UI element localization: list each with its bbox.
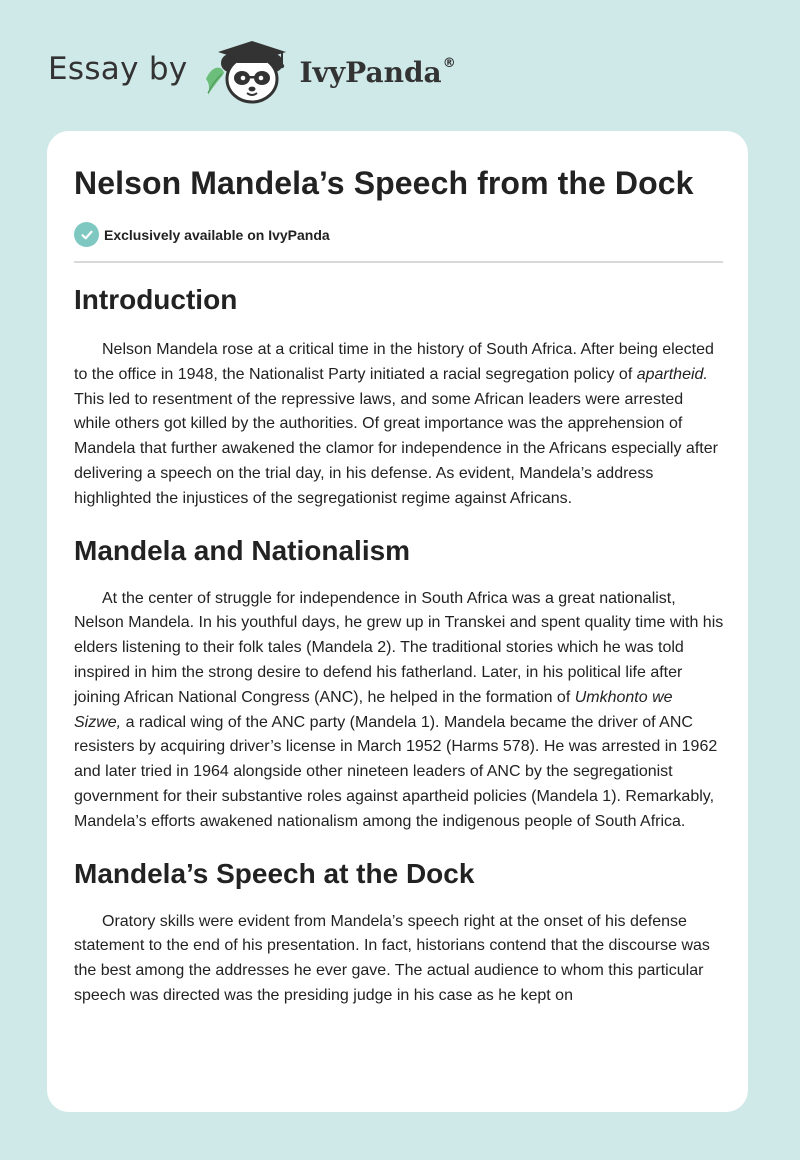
exclusive-badge — [74, 222, 330, 247]
emphasis-umkhonto: Umkhonto we Sizwe, — [74, 688, 673, 731]
section-heading-nationalism: Mandela and Nationalism — [74, 534, 411, 566]
site-header — [48, 36, 456, 106]
essay-card — [47, 131, 748, 1112]
title-divider — [74, 261, 723, 263]
paragraph-introduction: Nelson Mandela rose at a critical time in the history of South Africa. After being elected to the office in 1948, the Nationalist Party initiated a racial segregation policy of apartheid. This led to resentment of the repressive laws, and some African leaders were arrested while others got killed by the authorities. Of great importance was the apprehension of Mandela that further awakened the clamor for independence in the Africans especially after delivering a speech on the trial day, in his defense. As evident, Mandela’s address highlighted the injustices of the segregationist regime against Africans. — [74, 341, 718, 507]
essay-by-label: Essay by — [48, 51, 188, 87]
paragraph-nationalism: At the center of struggle for independence in South Africa was a great nationalist, Nelson Mandela. In his youthful days, he grew up in Transkei and spent quality time with his elders listening to their folk tales (Mandela 2). The traditional stories which he was told inspired in him the strong desire to defend his fatherland. Later, in his political life after joining African National Congress (ANC), he helped in the formation of Umkhonto we Sizwe, a radical wing of the ANC party (Mandela 1). Mandela became the driver of ANC resisters by acquiring driver’s license in March 1952 (Harms 578). He was arrested in 1962 and later tried in 1964 alongside other nineteen leaders of ANC by the segregationist government for their substantive roles against apartheid policies (Mandela 1). Remarkably, Mandela’s efforts awakened nationalism among the indigenous people of South Africa. — [74, 589, 724, 830]
paragraph-speech: Oratory skills were evident from Mandela’s speech right at the onset of his defense statement to the end of his presentation. In fact, historians contend that the discourse was the best among the addresses he ever gave. The actual audience to whom this particular speech was directed was the presiding judge in his case as he kept on — [74, 912, 710, 1004]
badge-label: Exclusively available on IvyPanda — [104, 226, 330, 243]
section-heading-speech: Mandela’s Speech at the Dock — [74, 857, 475, 889]
panda-logo-icon[interactable] — [204, 35, 294, 107]
essay-content — [74, 281, 724, 1009]
emphasis-apartheid: apartheid. — [636, 365, 708, 383]
brand-name[interactable]: IvyPanda® — [299, 55, 456, 89]
section-heading-introduction: Introduction — [74, 284, 238, 315]
trademark-symbol: ® — [442, 55, 456, 71]
essay-title: Nelson Mandela’s Speech from the Dock — [74, 165, 694, 201]
check-icon — [74, 222, 99, 247]
